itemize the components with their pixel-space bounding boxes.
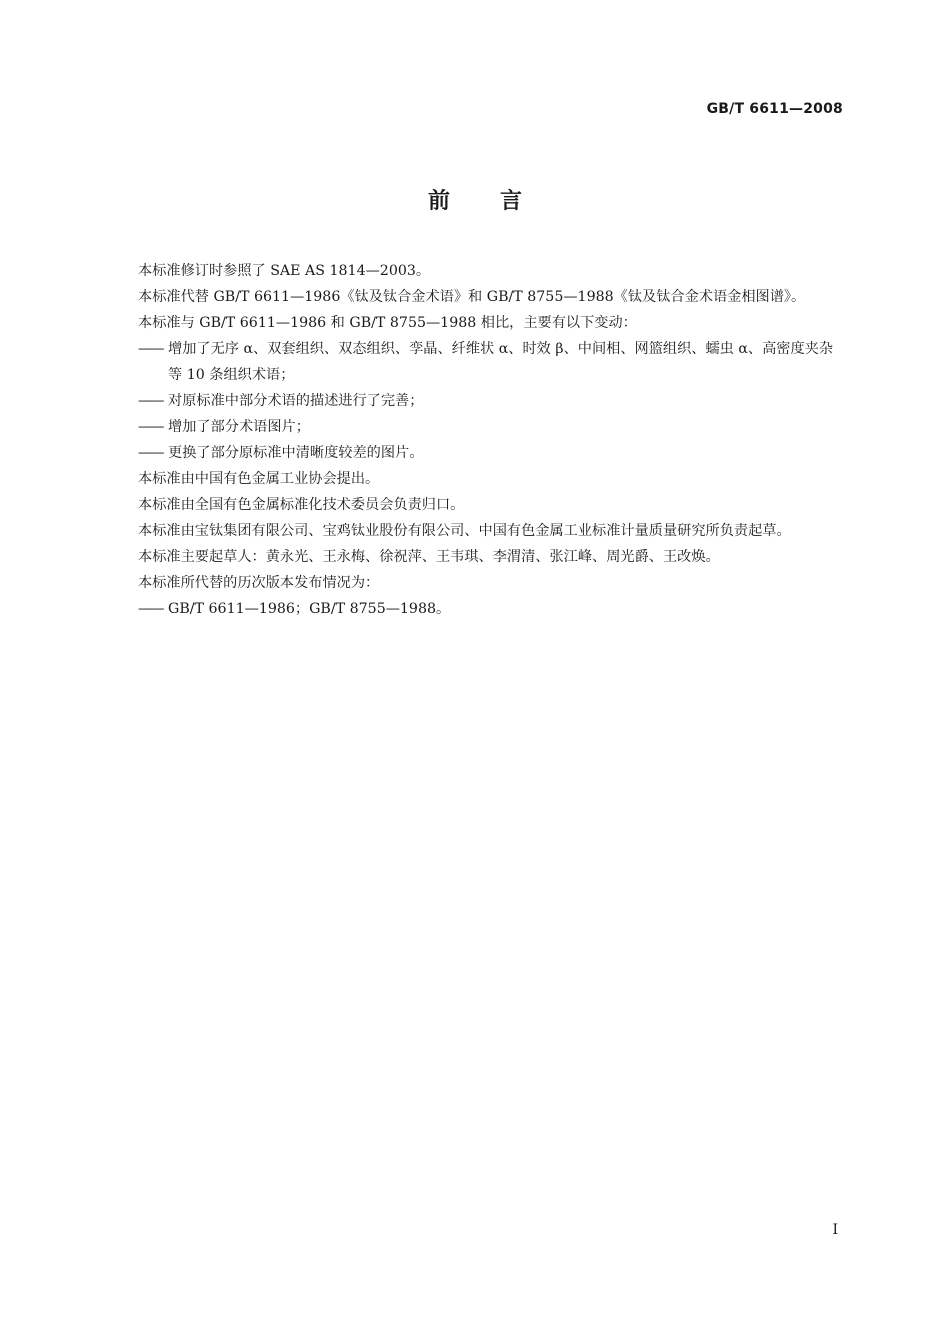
paragraph: 本标准由中国有色金属工业协会提出。 [138,471,380,487]
paragraph: 本标准代替 GB/T 6611—1986《钛及钛合金术语》和 GB/T 8755—1988《钛及钛合金术语金相图谱》。 [138,289,806,305]
list-item [138,388,842,414]
list-item-text: GB/T 6611—1986；GB/T 8755—1988。 [168,601,451,617]
paragraph: 本标准所代替的历次版本发布情况为： [138,575,380,591]
list-item [138,440,842,466]
dash-mark: —— [138,341,163,357]
list-item [138,596,842,622]
list-item-text: 更换了部分原标准中清晰度较差的图片。 [168,445,424,461]
page-title: 前言 [427,189,572,214]
paragraph: 本标准由全国有色金属标准化技术委员会负责归口。 [138,497,465,513]
document-header-code: GB/T 6611—2008 [706,101,843,117]
list-item [138,336,842,388]
dash-mark: —— [138,419,163,435]
dash-mark: —— [138,601,163,617]
paragraph: 本标准修订时参照了 SAE AS 1814—2003。 [138,263,431,279]
list-item-text: 增加了无序 α、双套组织、双态组织、孪晶、纤维状 α、时效 β、中间相、网篮组织、蠕虫 α、高密度夹杂等 10 条组织术语； [168,341,834,383]
dash-mark: —— [138,445,163,461]
list-item-text: 对原标准中部分术语的描述进行了完善； [168,393,424,409]
page-number: I [832,1222,838,1238]
dash-mark: —— [138,393,163,409]
paragraph: 本标准由宝钛集团有限公司、宝鸡钛业股份有限公司、中国有色金属工业标准计量质量研究所负责起草。 [138,523,791,539]
list-item [138,414,842,440]
list-item-text: 增加了部分术语图片； [168,419,310,435]
paragraph: 本标准主要起草人：黄永光、王永梅、徐祝萍、王韦琪、李渭清、张江峰、周光爵、王改焕。 [138,549,720,565]
paragraph: 本标准与 GB/T 6611—1986 和 GB/T 8755—1988 相比，主要有以下变动： [138,315,637,331]
foreword-body [108,258,842,622]
